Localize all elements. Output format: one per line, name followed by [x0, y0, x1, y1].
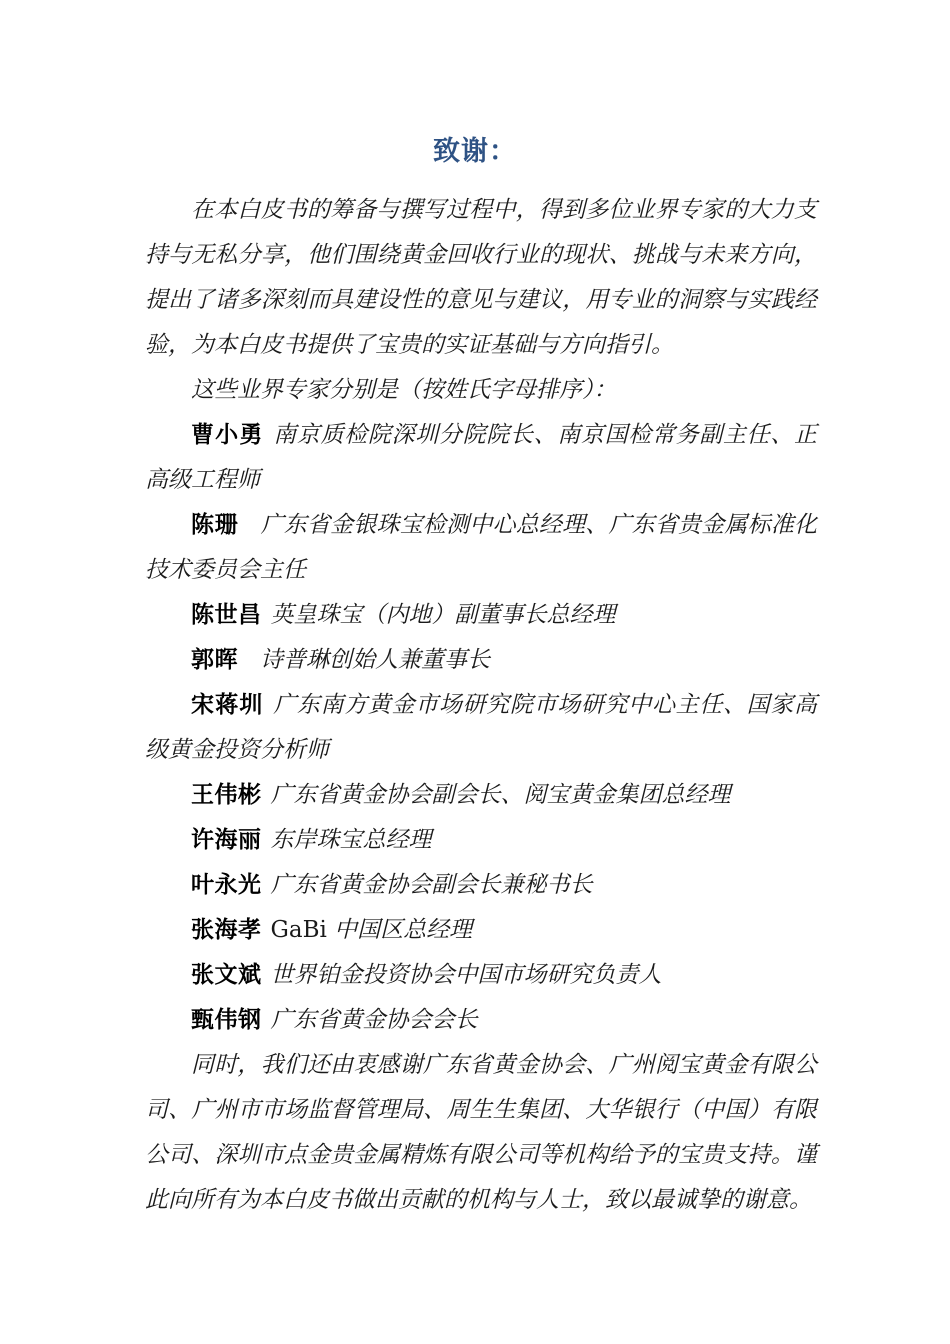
- list-item: [145, 503, 817, 593]
- expert-title: 东岸珠宝总经理: [270, 827, 432, 853]
- expert-title: 中国区总经理: [326, 917, 473, 943]
- list-item: [145, 413, 817, 503]
- expert-title: 南京质检院深圳分院院长、南京国检常务副主任、正高级工程师: [145, 422, 818, 493]
- expert-name: 张文斌: [191, 962, 262, 988]
- list-item: [145, 638, 817, 683]
- expert-name: 陈珊: [191, 512, 239, 538]
- expert-title: 广东省黄金协会会长: [270, 1007, 478, 1033]
- expert-title: 世界铂金投资协会中国市场研究负责人: [270, 962, 662, 988]
- list-item: [145, 953, 817, 998]
- page-title: 致谢：: [433, 136, 517, 168]
- expert-title: 广东省黄金协会副会长、阅宝黄金集团总经理: [270, 782, 731, 808]
- expert-title: 英皇珠宝（内地）副董事长总经理: [270, 602, 616, 628]
- expert-name: 许海丽: [191, 827, 262, 853]
- list-item: [145, 683, 817, 773]
- expert-title: 诗普琳创始人兼董事长: [260, 647, 490, 673]
- expert-title: 广东省金银珠宝检测中心总经理、广东省贵金属标准化技术委员会主任: [145, 512, 818, 583]
- expert-name: 郭晖: [191, 647, 238, 673]
- list-item: [145, 593, 817, 638]
- document-body: [145, 188, 817, 1223]
- expert-name: 宋蒋圳: [191, 692, 264, 718]
- list-item: [145, 863, 817, 908]
- list-item: [145, 818, 817, 863]
- expert-name: 甄伟钢: [191, 1007, 262, 1033]
- expert-name: 曹小勇: [191, 422, 264, 448]
- expert-title: 广东省黄金协会副会长兼秘书长: [270, 872, 593, 898]
- paragraph-closing: 同时，我们还由衷感谢广东省黄金协会、广州阅宝黄金有限公司、广州市市场监督管理局、周生生集团、大华银行（中国）有限公司、深圳市点金贵金属精炼有限公司等机构给予的宝贵支持。谨此向所有为本白皮书做出贡献的机构与人士，致以最诚挚的谢意。: [145, 1052, 817, 1213]
- expert-list: [145, 413, 817, 1043]
- expert-name: 王伟彬: [191, 782, 262, 808]
- expert-name: 张海孝: [191, 917, 262, 943]
- list-item: [145, 908, 817, 953]
- paragraph-lead: 这些业界专家分别是（按姓氏字母排序）：: [191, 377, 617, 403]
- expert-name: 陈世昌: [191, 602, 262, 628]
- paragraph-intro: 在本白皮书的筹备与撰写过程中，得到多位业界专家的大力支持与无私分享，他们围绕黄金回收行业的现状、挑战与未来方向，提出了诸多深刻而具建设性的意见与建议，用专业的洞察与实践经验，为本白皮书提供了宝贵的实证基础与方向指引。: [145, 197, 817, 358]
- list-item: [145, 773, 817, 818]
- list-item: [145, 998, 817, 1043]
- expert-title: 广东南方黄金市场研究院市场研究中心主任、国家高级黄金投资分析师: [145, 692, 818, 763]
- expert-name: 叶永光: [191, 872, 262, 898]
- expert-title-latin: GaBi: [270, 917, 327, 943]
